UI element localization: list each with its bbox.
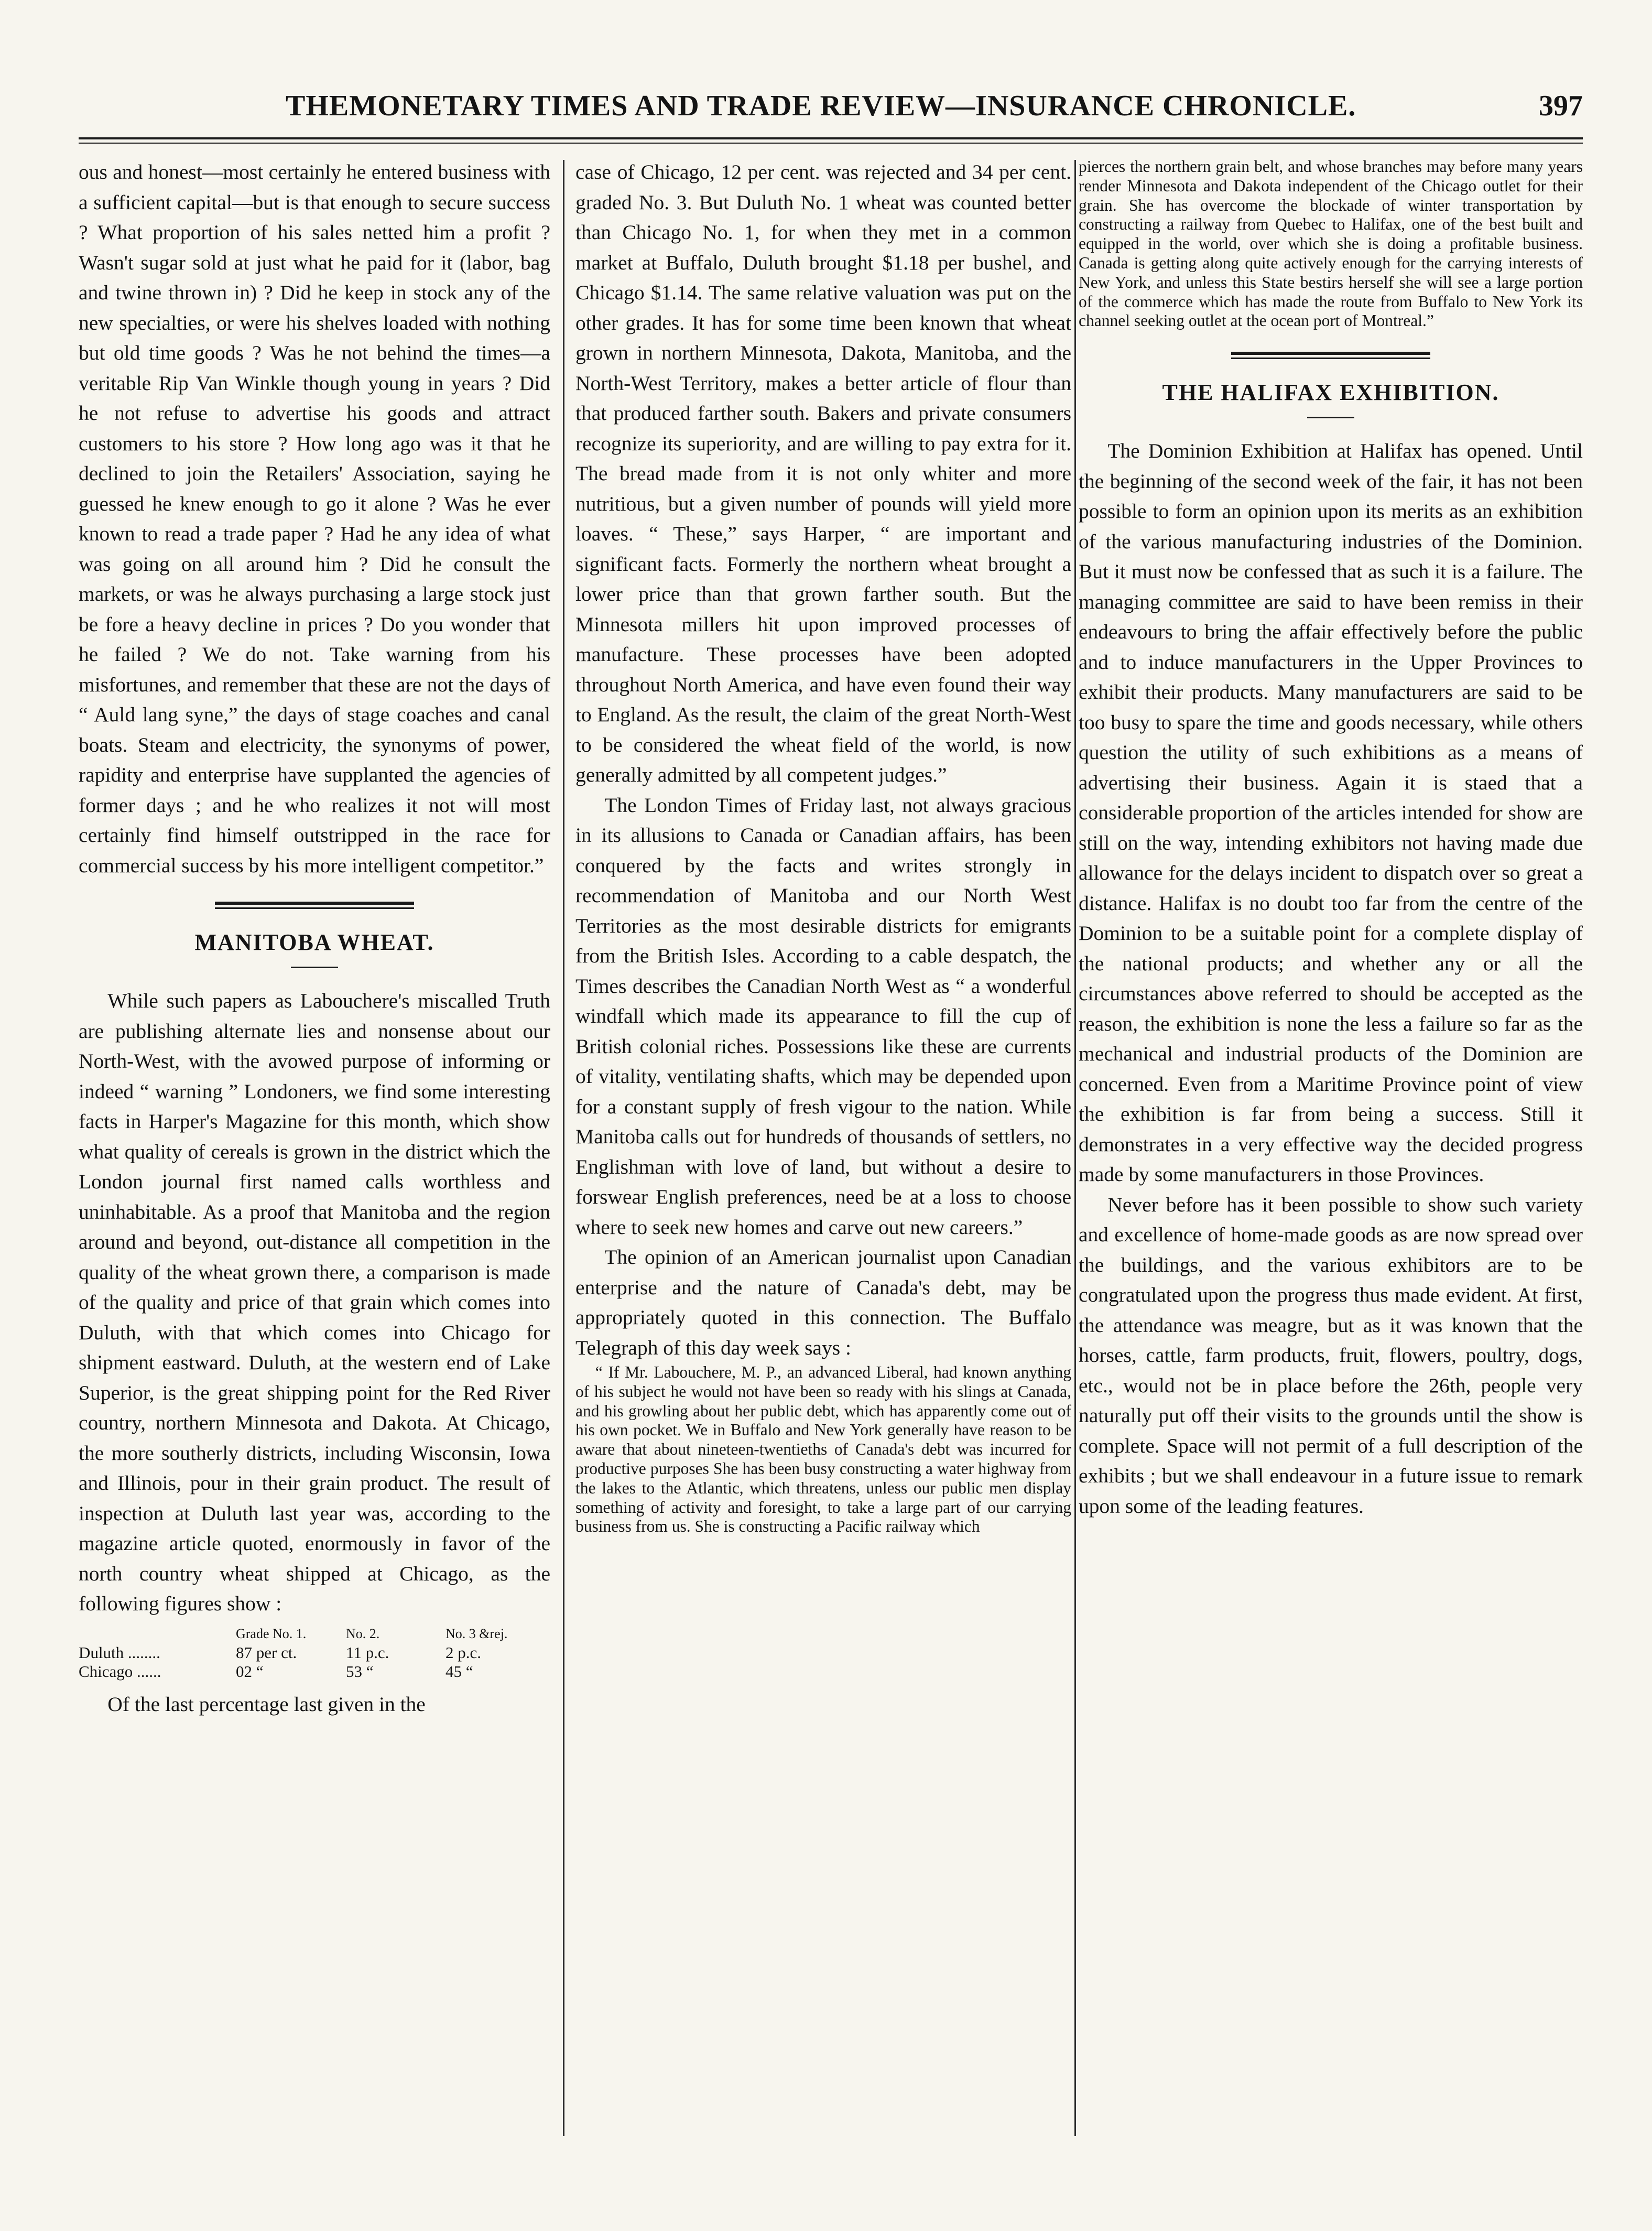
table-cell: 02 “ <box>236 1662 264 1681</box>
table-cell: 45 “ <box>445 1662 473 1681</box>
column-1 <box>79 157 550 2139</box>
table-row <box>79 1662 550 1681</box>
column-divider <box>1074 160 1076 2136</box>
paragraph: Never before has it been possible to show such variety and excellence of home-made goods as are now spread over the buildings, and the various exhibitors are to be congratulated upon the progress thus made evident. At first, the attendance was meagre, but as it was known that the horses, cattle, farm products, fruit, flowers, poultry, dogs, etc., would not be in place before the 26th, people very naturally put off their visits to the grounds until the show is complete. Space will not permit of a full description of the exhibits ; but we shall endeavour in a future issue to remark upon some of the leading features. <box>1079 1193 1583 1518</box>
header-rule <box>79 137 1583 144</box>
quoted-extract <box>575 1363 1071 1536</box>
quote-paragraph: pierces the northern grain belt, and whose branches may before many years render Minnesota and Dakota independent of the Chicago outlet for their grain. She has overcome the blockade of winter transportation by constructing a railway from Quebec to Halifax, one of the best built and equipped in the world, over which she is doing a profitable business. Canada is getting along quite actively enough for the carrying interests of New York, and unless this State bestirs herself she will see a large portion of the commerce which has made the route from Buffalo to New York its channel seeking outlet at the ocean port of Montreal.” <box>1079 157 1583 330</box>
column-divider <box>563 160 564 2136</box>
table-header-cell: No. 2. <box>346 1626 380 1641</box>
table-header-cell: No. 3 &rej. <box>445 1626 508 1641</box>
table-cell: Duluth ........ <box>79 1643 160 1662</box>
paragraph: While such papers as Labouchere's miscalled Truth are publishing alternate lies and nonsense about our North-West, with the avowed purpose of informing or indeed “ warning ” Londoners, we find some interesting facts in Harper's Magazine for this month, which show what quality of cereals is grown in the district which the London journal first named calls worthless and uninhabitable. As a proof that Manitoba and the region around and beyond, out-distance all competition in the quality of the wheat grown there, a comparison is made of the quality and price of that grain which comes into Duluth, with that which comes into Chicago for shipment eastward. Duluth, at the western end of Lake Superior, is the great shipping point for the Red River country, northern Minnesota and Dakota. At Chicago, the more southerly districts, including Wisconsin, Iowa and Illinois, pour in their grain product. The result of inspection at Duluth last year was, according to the magazine article quoted, enormously in favor of the north country wheat shipped at Chicago, as the following figures show : <box>79 989 550 1615</box>
table-header-row <box>79 1624 550 1643</box>
heading-rule <box>1307 417 1354 418</box>
grade-table <box>79 1624 550 1681</box>
section-rule <box>215 902 414 909</box>
table-cell: 2 p.c. <box>445 1643 482 1662</box>
column-2 <box>575 157 1071 2139</box>
heading-rule <box>291 967 338 968</box>
table-cell: Chicago ...... <box>79 1662 161 1681</box>
section-heading-manitoba-wheat: MANITOBA WHEAT. <box>194 929 434 955</box>
table-header-cell: Grade No. 1. <box>236 1626 307 1641</box>
table-header-cell <box>79 1624 236 1643</box>
paragraph: Of the last percentage last given in the <box>107 1692 426 1716</box>
paragraph: The Dominion Exhibition at Halifax has opened. Until the beginning of the second week of the fair, it has not been possible to form an opinion upon its merits as an exhibition of the various manufacturing industries of the Dominion. But it must now be confessed that as such it is a failure. The managing committee are said to have been remiss in their endeavours to bring the affair effectively before the public and to induce manufacturers in the Upper Provinces to exhibit their products. Many manufacturers are said to be too busy to spare the time and goods necessary, while others question the utility of such exhibitions as a means of advertising their business. Again it is staed that a considerable proportion of the articles intended for show are still on the way, intending exhibitors not having made due allowance for the delays incident to dispatch over so great a distance. Halifax is no doubt too far from the centre of the Dominion to be a suitable point for a complete display of the national products; and whether any or all the circumstances above referred to should be accepted as the reason, the exhibition is none the less a failure so far as the mechanical and industrial products of the Dominion are concerned. Even from a Maritime Province point of view the exhibition is far from being a success. Still it demonstrates in a very effective way the decided progress made by some manufacturers in those Provinces. <box>1079 439 1583 1186</box>
quoted-extract-continued <box>1079 157 1583 331</box>
paragraph: The London Times of Friday last, not always gracious in its allusions to Canada or Canadian affairs, has been conquered by the facts and writes strongly in recommendation of Manitoba and our North West Territories as the most desirable districts for emigrants from the British Isles. According to a cable despatch, the Times describes the Canadian North West as “ a wonderful windfall which made its appearance to fill the cup of British colonial riches. Possessions like these are currents of vitality, ventilating shafts, which may be depended upon for a constant supply of fresh vigour to the nation. While Manitoba calls out for hundreds of thousands of settlers, no Englishman with love of land, but without a desire to forswear English preferences, need be at a loss to choose where to seek new homes and carve out new careers.” <box>575 793 1071 1239</box>
table-cell: 11 p.c. <box>346 1643 389 1662</box>
paragraph: case of Chicago, 12 per cent. was rejected and 34 per cent. graded No. 3. But Duluth No. 1 wheat was counted better than Chicago No. 1, for when they met in a common market at Buffalo, Duluth brought $1.18 per bushel, and Chicago $1.14. The same relative valuation was put on the other grades. It has for some time been known that wheat grown in northern Minnesota, Dakota, Manitoba, and the North-West Territory, makes a better article of flour than that produced farther south. Bakers and private consumers recognize its superiority, and are willing to pay extra for it. The bread made from it is not only whiter and more nutritious, but a given number of pounds will yield more loaves. “ These,” says Harper, “ are important and significant facts. Formerly the northern wheat brought a lower price than that grown farther south. But the Minnesota millers hit upon improved processes of manufacture. These processes have been adopted throughout North America, and have even found their way to England. As the result, the claim of the great North-West to be considered the wheat field of the world, is now generally admitted by all competent judges.” <box>575 160 1071 786</box>
section-heading-halifax-exhibition: THE HALIFAX EXHIBITION. <box>1162 380 1499 406</box>
table-cell: 87 per ct. <box>236 1643 297 1662</box>
table-cell: 53 “ <box>346 1662 374 1681</box>
table-row <box>79 1643 550 1662</box>
column-3 <box>1079 157 1583 2139</box>
running-title: THEMONETARY TIMES AND TRADE REVIEW—INSURANCE CHRONICLE. <box>286 90 1356 122</box>
paragraph: The opinion of an American journalist upon Canadian enterprise and the nature of Canada's debt, may be appropriately quoted in this connection. The Buffalo Telegraph of this day week says : <box>575 1246 1071 1359</box>
page-header <box>79 79 1583 136</box>
quote-paragraph: “ If Mr. Labouchere, M. P., an advanced Liberal, had known anything of his subject he would not have been so ready with his slings at Canada, and his growling about her public debt, which has apparently come out of his own pocket. We in Buffalo and New York generally have reason to be aware that about nineteen-twentieths of Canada's debt was incurred for productive purposes She has been busy constructing a water highway from the lakes to the Atlantic, which threatens, unless our public men display something of activity and foresight, to take a large part of our carrying business from us. She is constructing a Pacific railway which <box>575 1363 1071 1536</box>
page-number: 397 <box>1539 90 1583 122</box>
paragraph: ous and honest—most certainly he entered business with a sufficient capital—but is that enough to secure success ? What proportion of his sales netted him a profit ? Wasn't sugar sold at just what he paid for it (labor, bag and twine thrown in) ? Did he keep in stock any of the new specialties, or were his shelves loaded with nothing but old time goods ? Was he not behind the times—a veritable Rip Van Winkle though young in years ? Did he not refuse to advertise his goods and attract customers to his store ? How long ago was it that he declined to join the Retailers' Association, saying he guessed he knew enough to go it alone ? Was he ever known to read a trade paper ? Had he any idea of what was going on all around him ? Did he consult the markets, or was he always purchasing a large stock just be fore a heavy decline in prices ? Do you wonder that he failed ? We do not. Take warning from his misfortunes, and remember that these are not the days of “ Auld lang syne,” the days of stage coaches and canal boats. Steam and electricity, the synonyms of power, rapidity and enterprise have supplanted the agencies of former days ; and he who realizes it not will most certainly find himself outstripped in the race for commercial success by his more intelligent competitor.” <box>79 160 550 877</box>
section-rule <box>1231 352 1430 359</box>
